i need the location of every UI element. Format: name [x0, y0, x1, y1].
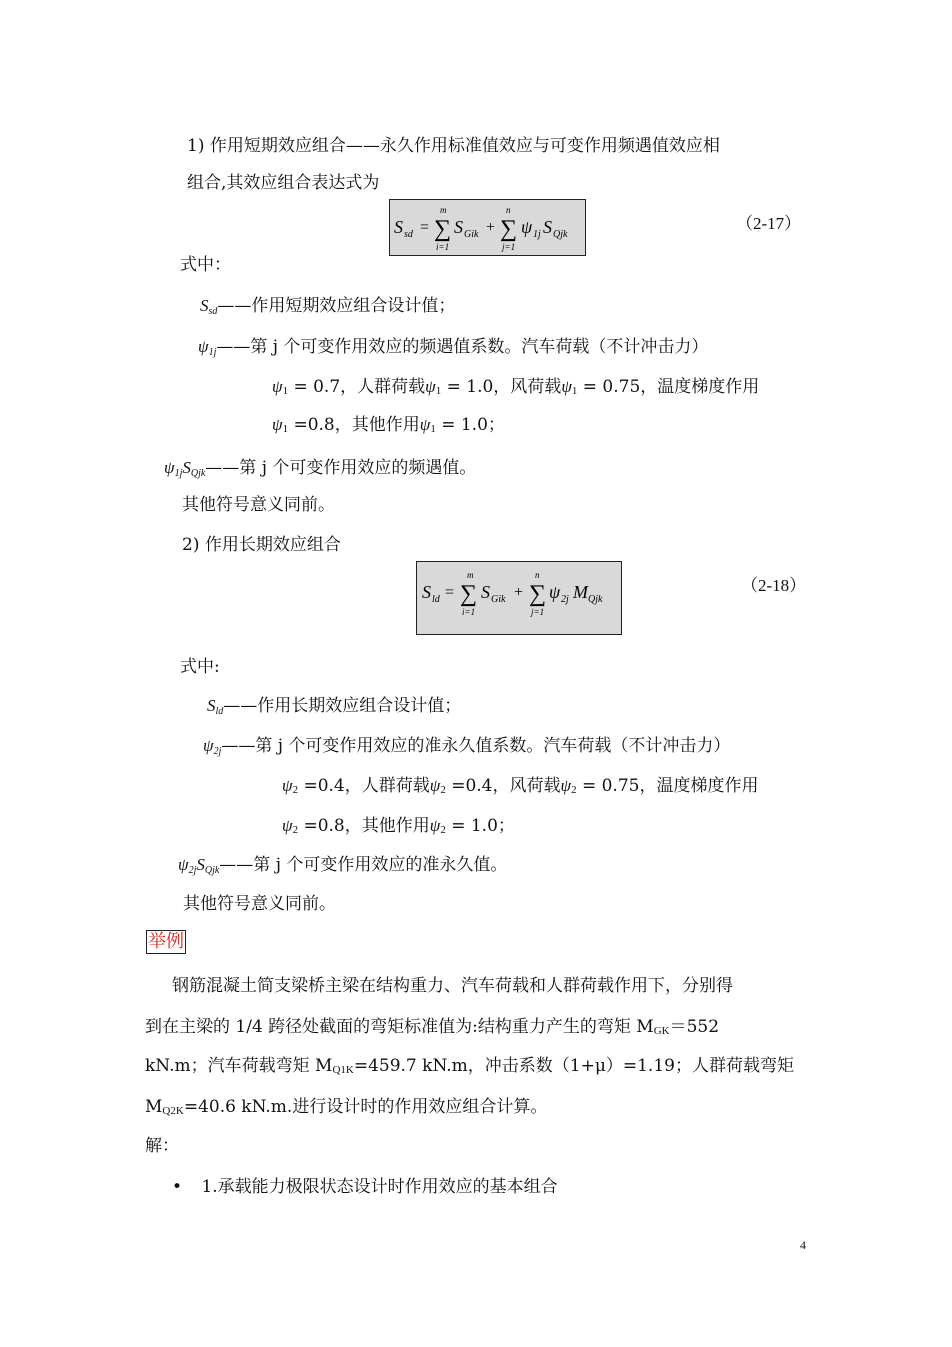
f2-sum2-top: n: [535, 570, 540, 580]
example-p3: kN.m；汽车荷载弯矩 MQ1K=459.7 kN.m，冲击系数（1+μ）=1.19；人群荷载弯矩: [145, 1056, 794, 1076]
sec2-title: 2) 作用长期效应组合: [182, 535, 341, 555]
f1-lhs: S: [394, 217, 403, 237]
f1-term2-sub: Qjk: [553, 229, 568, 240]
f2-term1-sub: Gik: [491, 594, 506, 605]
example-p1: 钢筋混凝土简支梁桥主梁在结构重力、汽车荷载和人群荷载作用下，分别得: [172, 976, 733, 996]
f1-term1-sub: Gik: [464, 229, 479, 240]
f2-sum2-bot: j=1: [531, 607, 545, 617]
f2-sum1-top: m: [467, 570, 474, 580]
sec2-def2-line2: ψ2 =0.4，人群荷载ψ2 =0.4，风荷载ψ2 = 0.75，温度梯度作用: [282, 776, 759, 796]
example-p2: 到在主梁的 1/4 跨径处截面的弯矩标准值为:结构重力产生的弯矩 MGK＝552: [145, 1017, 720, 1037]
solution-label: 解：: [145, 1136, 179, 1156]
f2-coef: ψ: [549, 582, 561, 602]
svg-text:+: +: [486, 219, 496, 236]
sec1-def2-line2: ψ1 = 0.7，人群荷载ψ1 = 1.0，风荷载ψ1 = 0.75，温度梯度作用: [272, 377, 760, 397]
sec1-def1: $S_{sd}——$作用短期效应组合设计值；: [200, 296, 456, 317]
sec1-where: 式中：: [180, 255, 231, 275]
sec1-line2: 组合,其效应组合表达式为: [187, 173, 380, 193]
bullet-item: [172, 1172, 558, 1197]
eq-number-2-18: （2-18）: [741, 576, 807, 595]
f2-term2-sub: Qjk: [588, 594, 603, 605]
example-tag: 举例: [148, 931, 184, 952]
svg-text:=: =: [445, 584, 455, 601]
sec1-def3: $\psi_{1j}S_{Qjk}——$第 j 个可变作用效应的频遇值。: [164, 458, 477, 479]
f2-coef-sub: 2j: [561, 594, 569, 605]
svg-text:∑: ∑: [500, 216, 518, 242]
f1-term2: S: [543, 217, 552, 237]
svg-text:∑: ∑: [460, 581, 478, 607]
bullet-text: 1.承载能力极限状态设计时作用效应的基本组合: [201, 1177, 558, 1197]
f1-term1: S: [454, 217, 463, 237]
f2-lhs: S: [422, 582, 431, 602]
svg-text:∑: ∑: [529, 581, 547, 607]
f1-sum1-bot: i=1: [436, 242, 450, 252]
f1-sum1-top: m: [440, 205, 447, 215]
f1-coef: ψ: [521, 217, 533, 237]
f2-lhs-sub: ld: [432, 594, 440, 605]
f1-lhs-sub: sd: [404, 229, 413, 240]
sec2-where: 式中:: [180, 657, 220, 677]
svg-text:=: =: [420, 219, 430, 236]
f2-term1: S: [481, 582, 490, 602]
sec2-def3: $\psi_{2j}S_{Qjk}——$第 j 个可变作用效应的准永久值。: [178, 855, 508, 876]
sec2-def2: $\psi_{2j}——$第 j 个可变作用效应的准永久值系数。汽车荷载（不计冲击力）: [203, 736, 731, 757]
sec1-line1: 1) 作用短期效应组合——永久作用标准值效应与可变作用频遇值效应相: [187, 136, 720, 156]
svg-text:+: +: [514, 584, 524, 601]
eq-number-2-17: （2-17）: [736, 214, 802, 233]
sec2-def2-line3: ψ2 =0.8，其他作用ψ2 = 1.0；: [282, 816, 515, 836]
f1-sum2-top: n: [506, 205, 511, 215]
formula-2-17: [389, 199, 586, 256]
f1-coef-sub: 1j: [533, 229, 541, 240]
bullet-icon: •: [172, 1177, 183, 1197]
sec1-def2-line3: ψ1 =0.8，其他作用ψ1 = 1.0；: [272, 415, 505, 435]
f1-sum2-bot: j=1: [502, 242, 516, 252]
sec2-def1: $S_{ld}——$作用长期效应组合设计值；: [207, 696, 462, 717]
f2-sum1-bot: i=1: [462, 607, 476, 617]
f2-term2: M: [573, 582, 588, 602]
formula-2-18: [416, 561, 622, 635]
page-number: 4: [800, 1238, 806, 1252]
sec2-same: 其他符号意义同前。: [183, 894, 336, 914]
example-p4: MQ2K=40.6 kN.m.进行设计时的作用效应组合计算。: [145, 1097, 548, 1117]
sec1-same: 其他符号意义同前。: [182, 495, 335, 515]
svg-text:∑: ∑: [434, 216, 452, 242]
sec1-def2: $\psi_{1j}——$第 j 个可变作用效应的频遇值系数。汽车荷载（不计冲击力）: [198, 337, 709, 358]
